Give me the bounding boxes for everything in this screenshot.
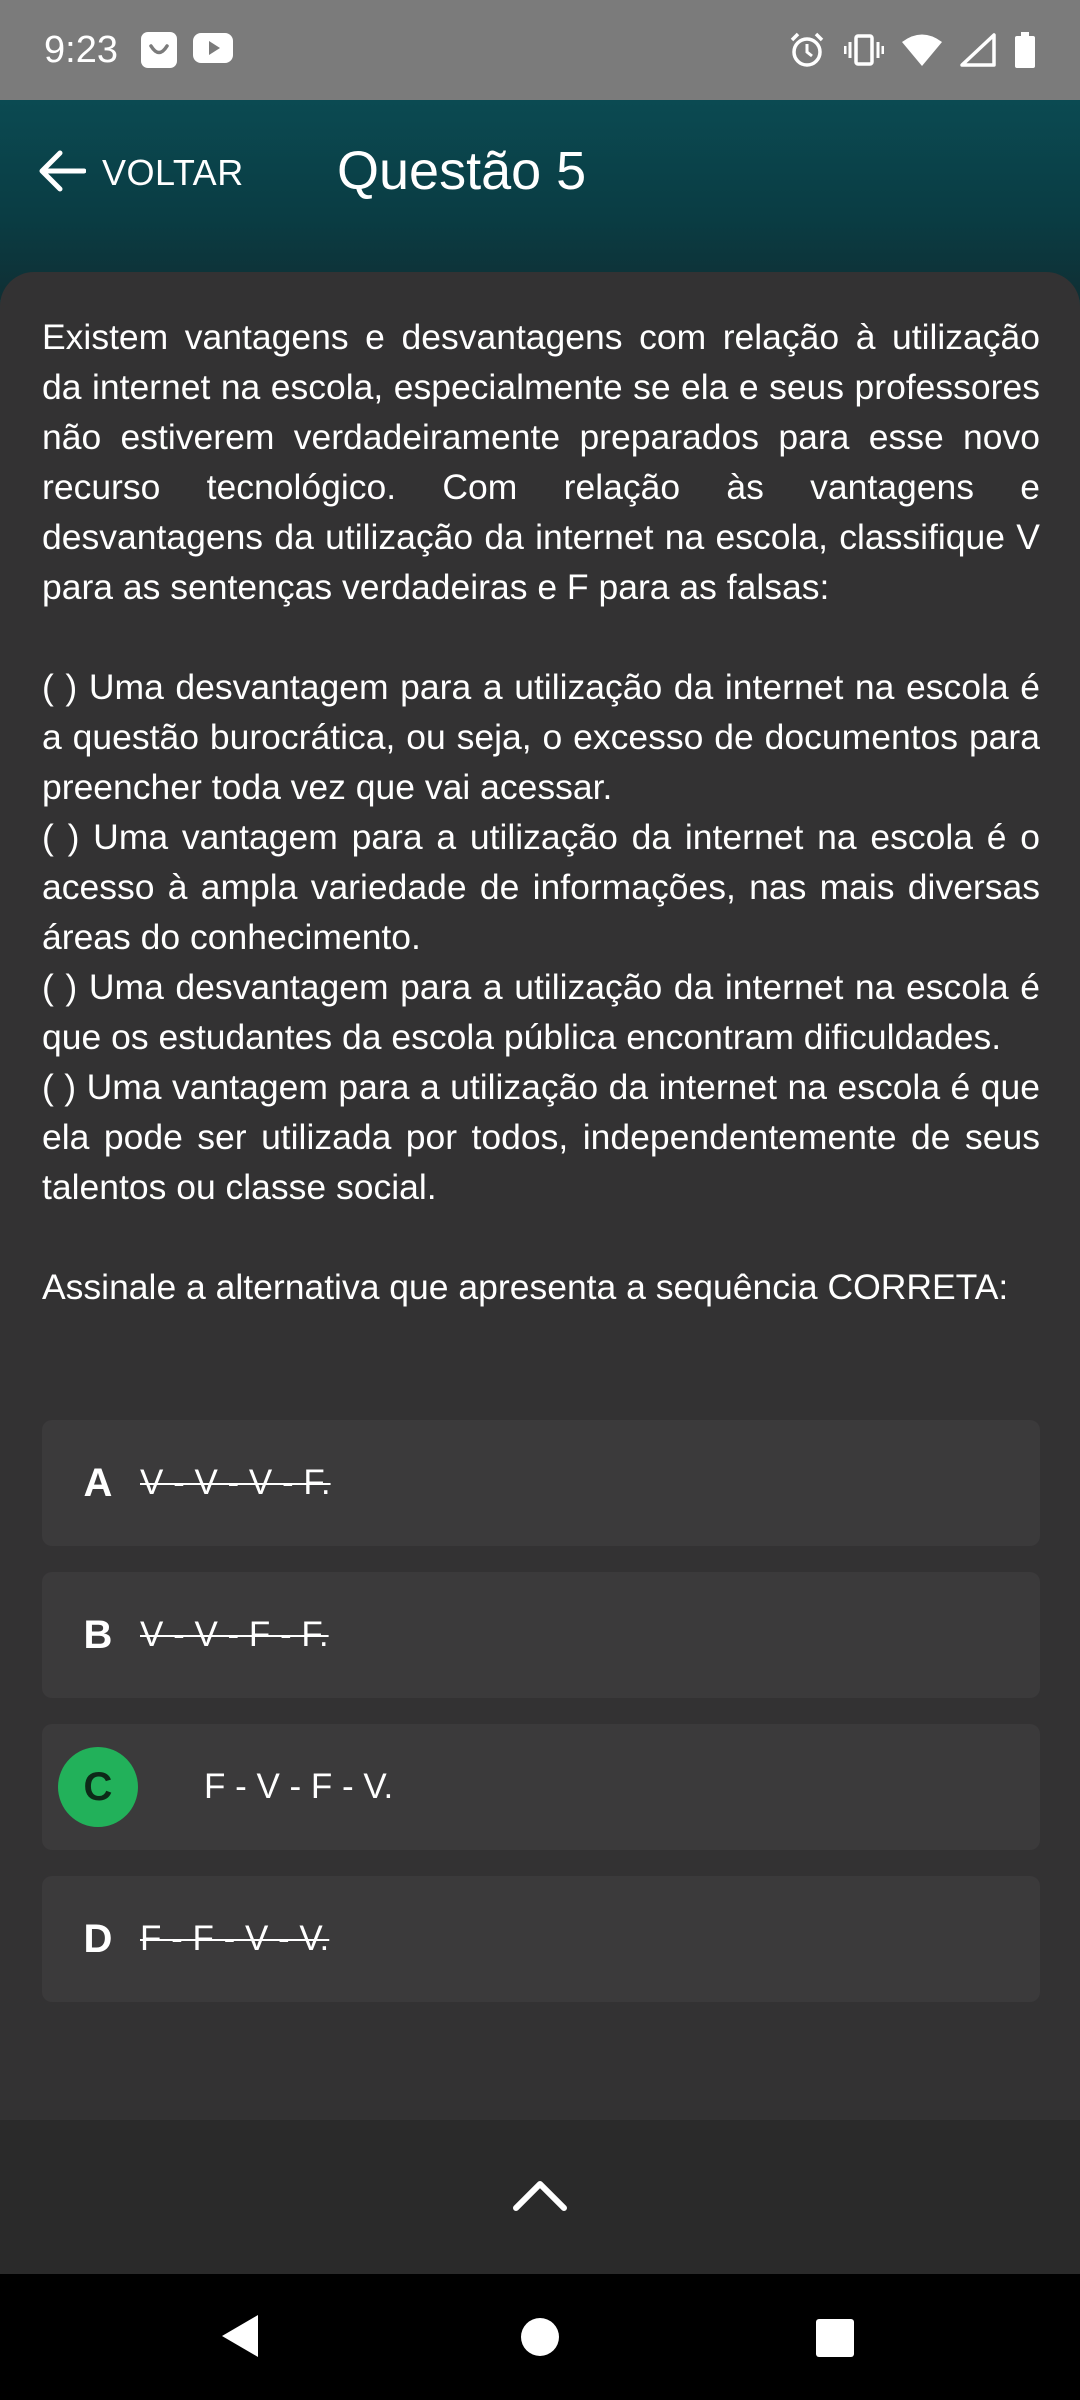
statement-item: ( ) Uma desvantagem para a utilização da internet na escola é que os estudantes da escola pública encontram dificuldades. [42,967,1040,1057]
option-a[interactable] [42,1420,1040,1546]
battery-icon [1014,31,1036,69]
youtube-icon [192,31,234,69]
alarm-icon [788,31,826,69]
question-text [42,312,1040,1312]
option-letter: A [83,1460,113,1505]
back-icon[interactable] [220,2313,260,2364]
arrow-left-icon [38,149,86,198]
option-text: V - V - F - F. [140,1615,329,1654]
question-prompt: Assinale a alternativa que apresenta a sequência CORRETA: [42,1267,1009,1307]
recents-icon[interactable] [816,2319,854,2362]
status-right-icons [788,31,1036,69]
app-header [0,100,1080,300]
option-text: F - V - F - V. [204,1767,394,1806]
vibrate-icon [844,31,884,69]
bottom-bar [0,2120,1080,2274]
page-title: Questão 5 [337,141,587,201]
statement-item: ( ) Uma vantagem para a utilização da internet na escola é o acesso à ampla variedade de informações, nas mais diversas áreas do conhecimento. [42,817,1040,957]
system-nav-bar [0,2274,1080,2400]
statement-item: ( ) Uma vantagem para a utilização da internet na escola é que ela pode ser utilizada por todos, independentemente de seus talentos ou classe social. [42,1067,1040,1207]
wifi-icon [902,33,942,67]
home-icon[interactable] [520,2317,560,2362]
question-intro: Existem vantagens e desvantagens com relação à utilização da internet na escola, especialmente se ela e seus professores não estiverem verdadeiramente preparados para esse novo recurso tecnológico. Com relação às vantagens e desvantagens da utilização da internet na escola, classifique V para as sentenças verdadeiras e F para as falsas: [42,317,1040,607]
option-b[interactable] [42,1572,1040,1698]
question-card [0,272,1080,2120]
option-text: F - F - V - V. [140,1919,330,1958]
answer-options [42,1420,1040,2028]
back-label: VOLTAR [102,152,244,193]
correct-answer-badge: C [58,1747,138,1827]
signal-icon [960,33,996,67]
chevron-up-icon[interactable] [512,2178,568,2217]
status-time: 9:23 [44,28,118,71]
status-bar [0,0,1080,100]
option-d[interactable] [42,1876,1040,2002]
option-c[interactable] [42,1724,1040,1850]
statement-item: ( ) Uma desvantagem para a utilização da internet na escola é a questão burocrática, ou seja, o excesso de documentos para preencher toda vez que vai acessar. [42,667,1040,807]
face-notification-icon [140,31,178,69]
option-letter: B [83,1612,113,1657]
status-left-icons [140,31,234,69]
option-letter: D [83,1916,113,1961]
option-text: V - V - V - F. [140,1463,331,1502]
back-button[interactable] [38,143,244,203]
